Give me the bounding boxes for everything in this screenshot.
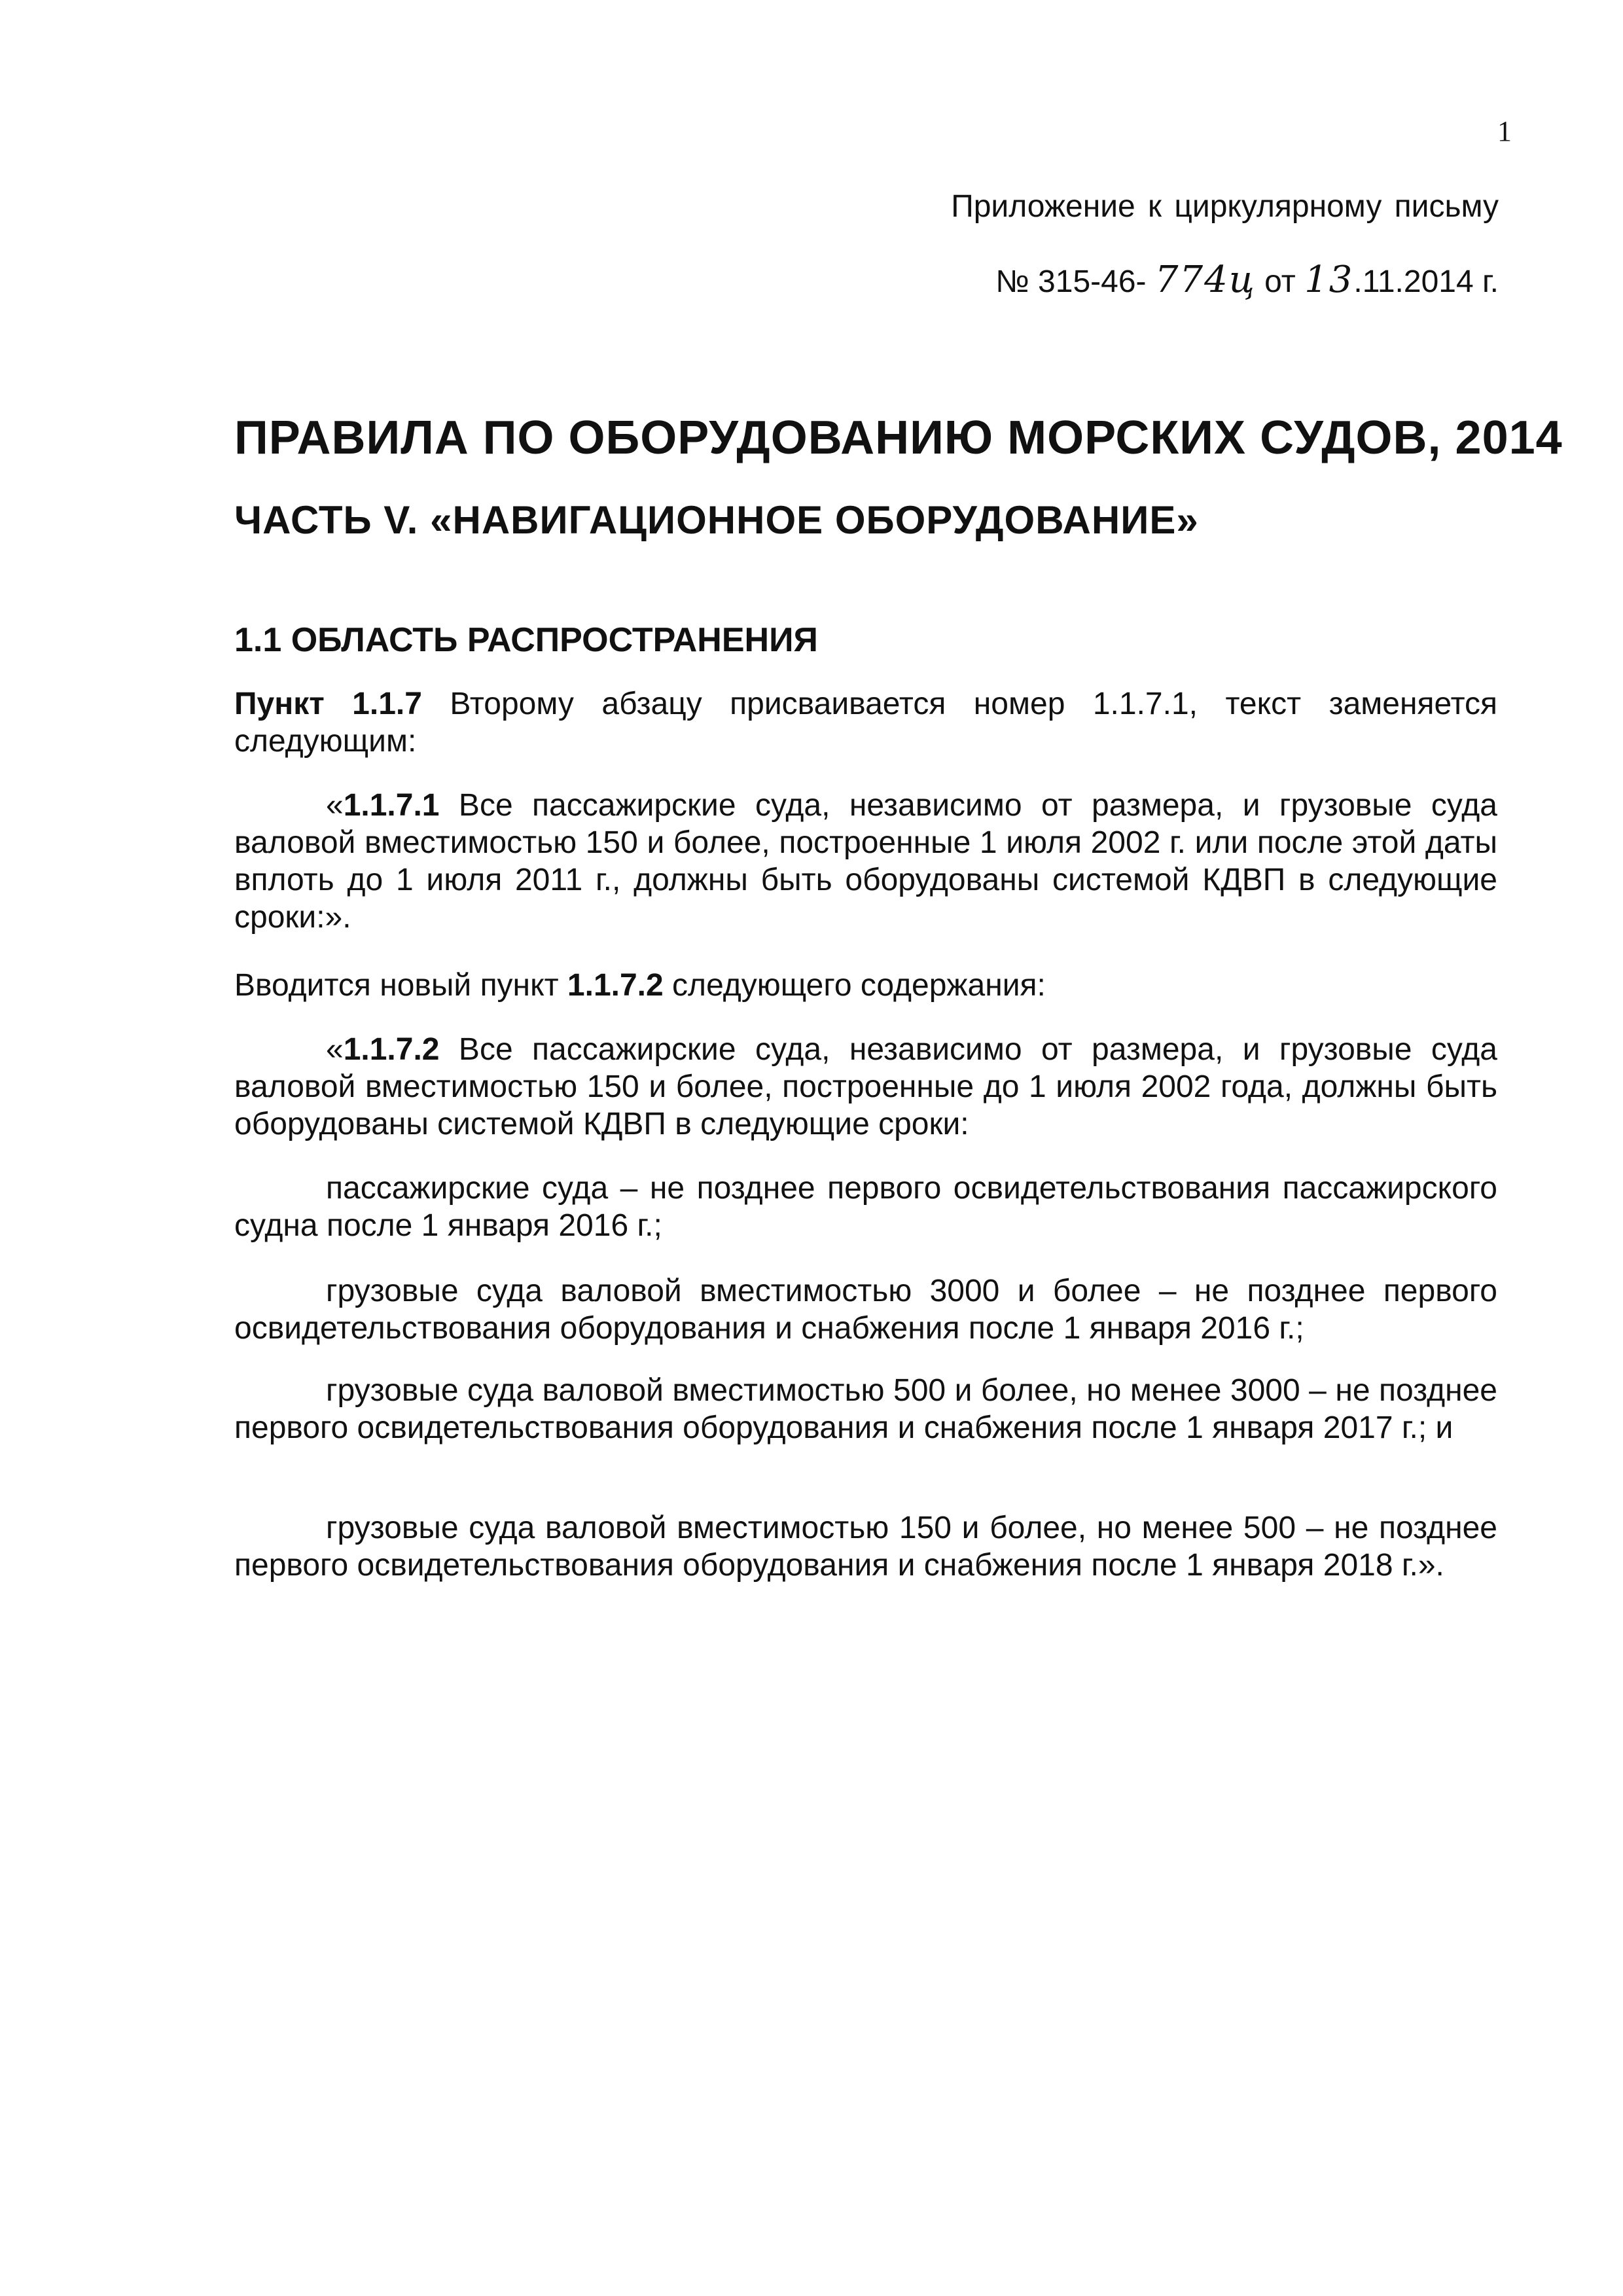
letter-date-prefix: от bbox=[1264, 264, 1296, 299]
opening-quote: « bbox=[326, 1032, 344, 1067]
paragraph-1-1-7 bbox=[234, 685, 1497, 760]
letter-number-prefix: № 315-46- bbox=[995, 264, 1147, 299]
letter-date-day-handwritten: 13 bbox=[1304, 259, 1354, 301]
section-heading: 1.1 ОБЛАСТЬ РАСПРОСТРАНЕНИЯ bbox=[234, 621, 818, 659]
paragraph-1-1-7-2 bbox=[234, 1031, 1497, 1143]
paragraph-text-before: Вводится новый пункт bbox=[234, 968, 567, 1003]
paragraph-label: 1.1.7.2 bbox=[343, 1032, 440, 1067]
paragraph-1-1-7-1 bbox=[234, 787, 1497, 936]
paragraph-text: Второму абзацу присваивается номер 1.1.7.1, текст заменяется следующим: bbox=[234, 687, 1498, 759]
appendix-caption: Приложение к циркулярному письму bbox=[951, 189, 1499, 224]
letter-number-handwritten: 774ц bbox=[1154, 259, 1256, 301]
paragraph-label: 1.1.7.1 bbox=[343, 788, 440, 823]
paragraph-label: Пункт 1.1.7 bbox=[234, 687, 422, 721]
paragraph-cargo-500-3000: грузовые суда валовой вместимостью 500 и более, но менее 3000 – не позднее первого освидетельствования оборудования и снабжения после 1 января 2017 г.; и bbox=[234, 1373, 1497, 1445]
document-subtitle: ЧАСТЬ V. «НАВИГАЦИОННОЕ ОБОРУДОВАНИЕ» bbox=[234, 498, 1199, 542]
paragraph-label: 1.1.7.2 bbox=[567, 968, 664, 1003]
paragraph-passenger-ships: пассажирские суда – не позднее первого освидетельствования пассажирского судна после 1 января 2016 г.; bbox=[234, 1171, 1497, 1243]
letter-reference bbox=[851, 259, 1499, 301]
paragraph-new-item-intro bbox=[234, 967, 1497, 1004]
letter-date-rest: .11.2014 г. bbox=[1353, 264, 1499, 299]
paragraph-cargo-3000: грузовые суда валовой вместимостью 3000 и более – не позднее первого освидетельствования оборудования и снабжения после 1 января 2016 г.; bbox=[234, 1274, 1497, 1346]
page-number: 1 bbox=[1497, 115, 1512, 147]
paragraph-text: Все пассажирские суда, независимо от размера, и грузовые суда валовой вместимостью 150 и более, построенные 1 июля 2002 г. или после этой даты вплоть до 1 июля 2011 г., должны быть оборудованы системой КДВП в следующие сроки:». bbox=[234, 788, 1497, 935]
document-title: ПРАВИЛА ПО ОБОРУДОВАНИЮ МОРСКИХ СУДОВ, 2014 bbox=[234, 412, 1563, 464]
paragraph-cargo-150-500: грузовые суда валовой вместимостью 150 и более, но менее 500 – не позднее первого освидетельствования оборудования и снабжения после 1 января 2018 г.». bbox=[234, 1511, 1497, 1583]
opening-quote: « bbox=[326, 788, 344, 823]
paragraph-text-after: следующего содержания: bbox=[663, 968, 1046, 1003]
paragraph-text: Все пассажирские суда, независимо от размера, и грузовые суда валовой вместимостью 150 и более, построенные до 1 июля 2002 года, должны быть оборудованы системой КДВП в следующие сроки: bbox=[234, 1032, 1497, 1141]
